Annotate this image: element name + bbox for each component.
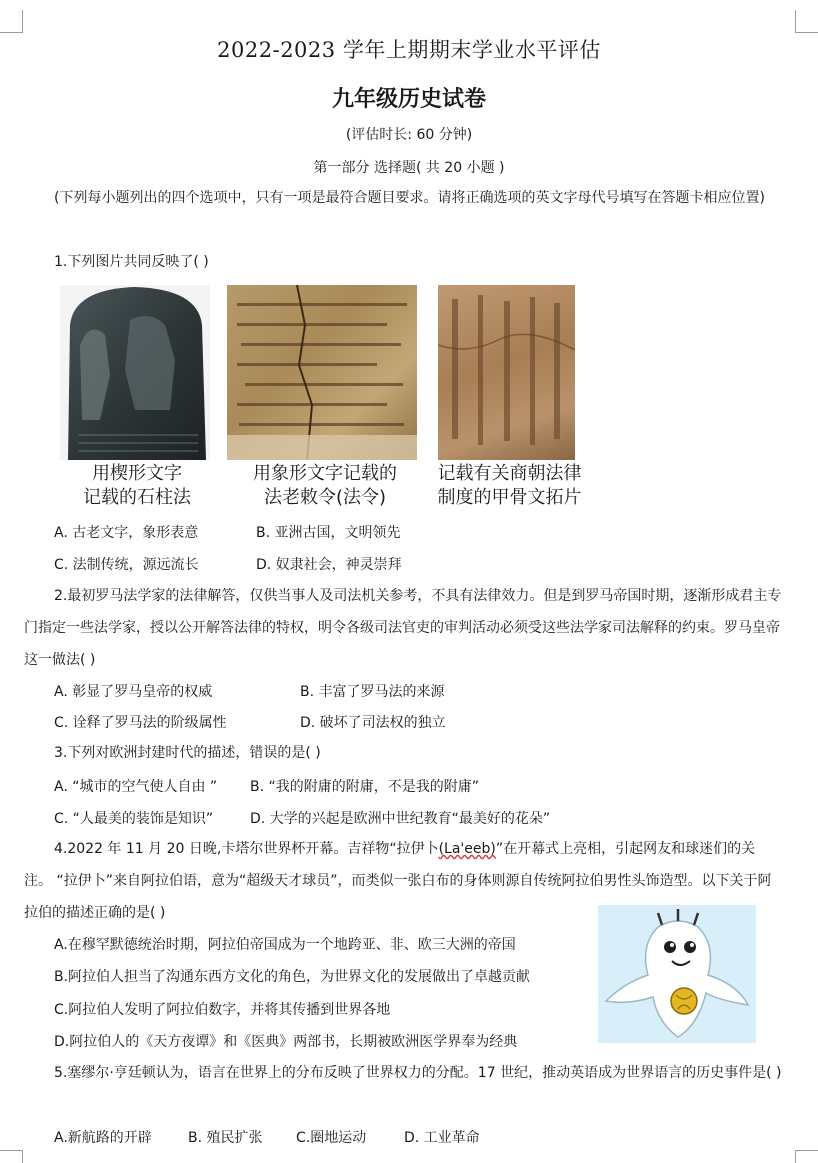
exam-duration: (评估时长: 60 分钟) xyxy=(345,127,473,143)
q1-option-b: B. 亚洲古国，文明领先 xyxy=(256,525,401,541)
crop-mark-bottom-right xyxy=(795,1150,818,1163)
q1-option-c: C. 法制传统，源远流长 xyxy=(54,557,199,573)
q5-option-d: D. 工业革命 xyxy=(404,1130,480,1146)
q2-option-a: A. 彰显了罗马皇帝的权威 xyxy=(54,684,213,700)
q2-option-d: D. 破坏了司法权的独立 xyxy=(300,715,446,731)
q1-option-a: A. 古老文字，象形表意 xyxy=(54,525,199,541)
question-3-stem: 3.下列对欧洲封建时代的描述，错误的是( ) xyxy=(54,745,321,761)
crop-mark-bottom-left xyxy=(0,1150,23,1163)
q4-option-d: D.阿拉伯人的《天方夜谭》和《医典》两部书，长期被欧洲医学界奉为经典 xyxy=(54,1034,518,1050)
q4-option-c: C.阿拉伯人发明了阿拉伯数字，并将其传播到世界各地 xyxy=(54,1002,391,1018)
q4-option-a: A.在穆罕默德统治时期，阿拉伯帝国成为一个地跨亚、非、欧三大洲的帝国 xyxy=(54,937,516,953)
q3-option-d: D. 大学的兴起是欧洲中世纪教育“最美好的花朵” xyxy=(250,811,551,827)
question-5-stem: 5.塞缪尔·亨廷顿认为，语言在世界上的分布反映了世界权力的分配。17 世纪，推动英语成为世界语言的历史事件是( ) xyxy=(54,1065,782,1081)
q4-stem-part-1: 4.2022 年 11 月 20 日晚,卡塔尔世界杯开幕。吉祥物“拉伊卜 xyxy=(54,841,439,857)
q3-option-b: B. “我的附庸的附庸，不是我的附庸” xyxy=(250,779,480,795)
caption-stela-line-1: 用楔形文字 xyxy=(92,463,182,484)
caption-oracle-bone-line-1: 记载有关商朝法律 xyxy=(437,463,582,484)
caption-decree-line-1: 用象形文字记载的 xyxy=(253,463,397,484)
crop-mark-top-left xyxy=(0,10,23,33)
q4-spellcheck-flag: (La'eeb) xyxy=(438,841,496,857)
instructions: (下列每小题列出的四个选项中，只有一项是最符合题目要求。请将正确选项的英文字母代号填写在答题卡相应位置) xyxy=(54,190,765,206)
section-heading: 第一部分 选择题( 共 20 小题 ) xyxy=(313,160,505,176)
q3-option-a: A. “城市的空气使人自由 ” xyxy=(54,779,218,795)
q4-stem-part-2: ”在开幕式上亮相，引起网友和球迷们的关注。 “拉伊卜”来自阿拉伯语，意为“超级天才球员”，而类似一张白布的身体则源自传统阿拉伯男性头饰造型。以下关于阿拉伯的描述正确的是( ) xyxy=(24,841,772,921)
caption-stela-line-2: 记载的石柱法 xyxy=(83,487,191,508)
crop-mark-top-right xyxy=(795,10,818,33)
q4-option-b: B.阿拉伯人担当了沟通东西方文化的角色，为世界文化的发展做出了卓越贡献 xyxy=(54,969,531,985)
exam-title: 2022-2023 学年上期期末学业水平评估 xyxy=(217,38,601,62)
q5-option-b: B. 殖民扩张 xyxy=(188,1130,263,1146)
caption-decree xyxy=(225,462,425,510)
q5-option-c: C.圈地运动 xyxy=(296,1130,367,1146)
caption-decree-line-2: 法老敕令(法令) xyxy=(263,487,387,508)
laeeb-mascot-image xyxy=(598,905,756,1043)
caption-oracle-bone xyxy=(422,462,597,510)
egyptian-decree-image xyxy=(227,285,417,460)
caption-oracle-bone-line-2: 制度的甲骨文拓片 xyxy=(437,487,582,508)
q1-option-d: D. 奴隶社会，神灵崇拜 xyxy=(256,557,402,573)
q5-option-a: A.新航路的开辟 xyxy=(54,1130,152,1146)
exam-subtitle: 九年级历史试卷 xyxy=(331,86,486,112)
caption-stela xyxy=(52,462,222,510)
question-1-stem: 1.下列图片共同反映了( ) xyxy=(54,254,209,270)
q2-option-b: B. 丰富了罗马法的来源 xyxy=(300,684,445,700)
oracle-bone-rubbing-image xyxy=(438,285,575,460)
question-2-stem: 2.最初罗马法学家的法律解答，仅供当事人及司法机关参考，不具有法律效力。但是到罗马帝国时期，逐渐形成君主专门指定一些法学家，授以公开解答法律的特权，明令各级司法官吏的审判活动必须受这些法学家司法解释的约束。罗马皇帝这一做法( ) xyxy=(24,588,782,668)
q3-option-c: C. “人最美的装饰是知识” xyxy=(54,811,214,827)
hammurabi-stela-image xyxy=(60,285,210,460)
q2-option-c: C. 诠释了罗马法的阶级属性 xyxy=(54,715,227,731)
